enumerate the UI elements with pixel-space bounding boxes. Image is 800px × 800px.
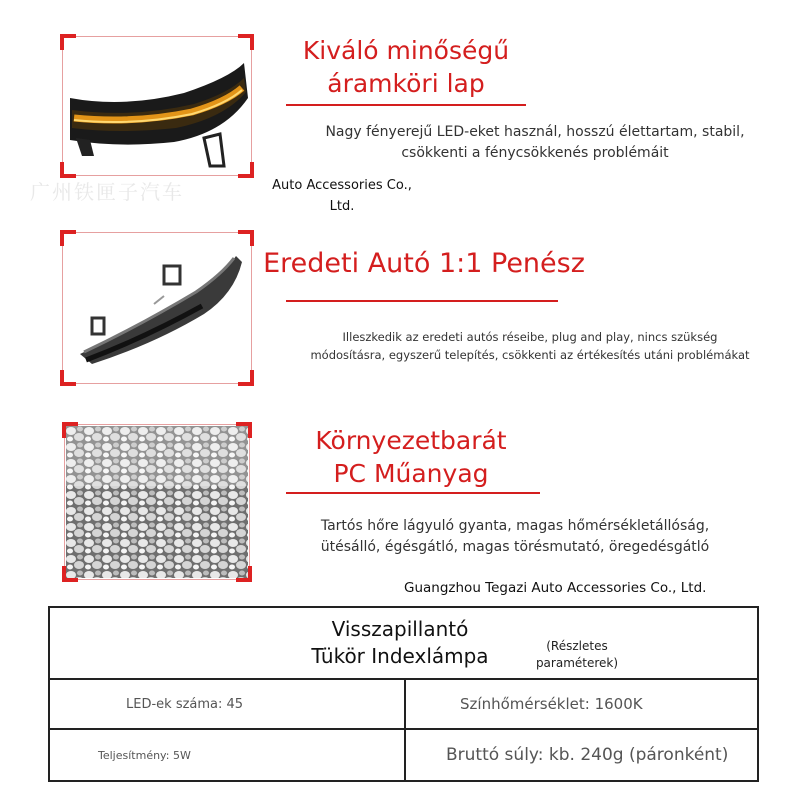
feature-2-title: Eredeti Autó 1:1 Penész [263,248,585,279]
color-temp-cell [405,679,758,729]
weight-value: Bruttó súly: kb. 240g (páronként) [446,745,729,765]
feature-3-underline [286,492,540,494]
circuit-board-image-frame [64,38,250,174]
mold-image-frame [64,234,250,382]
plastic-pellets-image [66,426,248,578]
color-temp-value: Színhőmérséklet: 1600K [460,695,643,713]
led-count-cell [49,679,405,729]
company-name-small: Auto Accessories Co., Ltd. [272,178,412,214]
weight-cell [405,729,758,781]
company-name: Guangzhou Tegazi Auto Accessories Co., Ltd. [404,580,707,596]
pc-plastic-image-frame [66,426,248,578]
led-lamp-strip-image [64,38,250,174]
feature-2-underline [286,300,558,302]
feature-1-description: Nagy fényerejű LED-eket használ, hosszú élettartam, stabil, csökkenti a fénycsökkenés problémáit [325,124,745,161]
feature-3-description: Tartós hőre lágyuló gyanta, magas hőmérsékletállóság, ütésálló, égésgátló, magas törésmutató, öregedésgátló [320,518,710,555]
power-cell [49,729,405,781]
feature-3-title: Környezetbarát PC Műanyag [315,426,507,488]
feature-1-title: Kiváló minőségű áramköri lap [302,36,510,98]
details-subtitle: (Részletes paraméterek) [535,639,619,670]
power-value: Teljesítmény: 5W [98,748,191,762]
lamp-housing-image [64,234,250,382]
feature-1-underline [286,104,526,106]
table-header-cell [49,607,758,679]
product-title: Visszapillantó Tükör Indexlámpa [311,617,489,668]
led-count-value: LED-ek száma: 45 [126,696,244,712]
watermark-text: 广州铁匣子汽车 [30,180,184,204]
parameters-table [48,606,759,782]
feature-2-description: Illeszkedik az eredeti autós réseibe, plug and play, nincs szükség módosításra, egyszerű telepítés, csökkenti az értékesítés utáni problémákat [310,330,750,362]
